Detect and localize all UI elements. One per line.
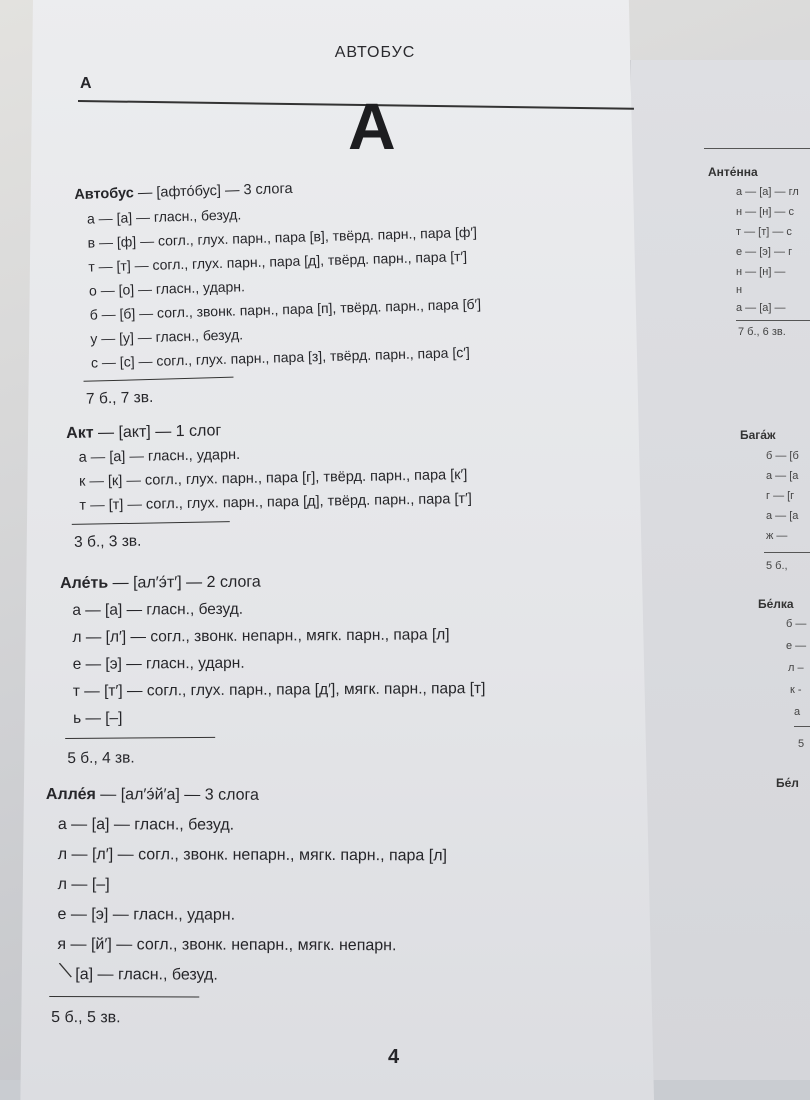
right-letter-line: е — (786, 640, 807, 652)
big-section-letter: А (348, 89, 396, 163)
entry-word: Автобус (74, 185, 135, 203)
summary-rule (49, 996, 199, 998)
right-letter-line: н — [н] — (736, 266, 786, 278)
branch-stroke-icon (57, 960, 75, 990)
summary-rule (72, 521, 230, 525)
letter-line: у — [у] — гласн., безуд. (90, 326, 244, 347)
entry-summary: 5 б., 5 зв. (51, 1009, 121, 1027)
page-number: 4 (388, 1046, 400, 1068)
right-entry-summary: 5 б., (766, 560, 788, 572)
letter-line: я — [й′] — согл., звонк. непарн., мягк. непарн. (57, 936, 397, 955)
letter-line: в — [ф] — согл., глух. парн., пара [в], твёрд. парн., пара [ф′] (87, 223, 478, 251)
letter-line: т — [т′] — согл., глух. парн., пара [д′], мягк. парн., пара [т] (72, 680, 486, 700)
entry-summary: 5 б., 4 зв. (67, 749, 135, 767)
entry-alet (60, 567, 486, 772)
letter-line: л — [л′] — согл., звонк. непарн., мягк. парн., пара [л] (57, 846, 448, 865)
letter-line: а — [а] — гласн., безуд. (86, 206, 242, 227)
right-letter-line: а (794, 706, 801, 718)
letter-line: е — [э] — гласн., ударн. (57, 906, 236, 924)
right-entry-summary: 5 (798, 738, 805, 750)
right-entry-word: Бе́л (776, 776, 799, 790)
entry-summary: 7 б., 7 зв. (85, 388, 154, 408)
letter-line: л — [л′] — согл., звонк. непарн., мягк. парн., пара [л] (72, 626, 450, 646)
letter-line: а — [а] — гласн., безуд. (72, 600, 244, 619)
letter-line: ь — [–] (72, 709, 123, 727)
entry-transcription: — [афто́бус] — 3 слога (137, 180, 293, 202)
letter-line: б — [б] — согл., звонк. парн., пара [п], твёрд. парн., пара [б′] (89, 295, 482, 323)
right-letter-line: ж — (766, 530, 788, 542)
entry-akt (66, 415, 473, 555)
entry-transcription: — [ал′э́т′] — 2 слога (112, 573, 261, 592)
letter-line: т — [т] — согл., глух. парн., пара [д], твёрд. парн., пара [т′] (88, 248, 468, 275)
section-letter: А (80, 75, 92, 92)
right-entry-word: Бага́ж (740, 428, 776, 442)
right-page-rule (704, 148, 810, 149)
entry-head (60, 567, 485, 597)
right-letter-line: т — [т] — с (736, 226, 792, 238)
right-letter-line: а — [а (766, 470, 799, 482)
right-letter-line: л – (788, 662, 804, 674)
summary-rule (794, 726, 810, 727)
right-entry-word: Бе́лка (758, 597, 794, 611)
letter-line: т — [т] — согл., глух. парн., пара [д], твёрд. парн., пара [т′] (79, 490, 472, 514)
entry-summary: 3 б., 3 зв. (73, 532, 142, 551)
letter-line: к — [к] — согл., глух. парн., пара [г], твёрд. парн., пара [к′] (78, 467, 468, 490)
entry-head (46, 780, 447, 811)
right-entry-summary: 7 б., 6 зв. (738, 326, 786, 338)
entry-avtobus (74, 172, 484, 412)
right-letter-line: к - (790, 684, 802, 696)
entry-transcription: — [ал′э́й′а] — 3 слога (100, 786, 259, 804)
letter-line-text: [а] — гласн., безуд. (75, 966, 218, 984)
right-letter-line: б — (786, 618, 807, 630)
right-entry-word: Анте́нна (708, 165, 758, 179)
letter-line: а — [а] — гласн., безуд. (57, 816, 235, 834)
right-letter-line: б — [б (766, 450, 799, 462)
right-letter-line: а — [а (766, 510, 799, 522)
right-letter-line: н — [н] — с (736, 206, 794, 218)
entry-alleya (45, 780, 447, 1034)
right-letter-line: а — [а] — (736, 302, 786, 314)
entry-word: Алле́я (45, 785, 96, 804)
entry-word: Але́ть (60, 574, 109, 592)
running-title: АВТОБУС (334, 44, 416, 61)
right-letter-line: е — [э] — г (736, 246, 793, 258)
summary-rule (764, 552, 810, 553)
summary-rule (736, 320, 810, 321)
right-letter-line: г — [г (766, 490, 795, 502)
letter-line: а — [а] — гласн., ударн. (78, 446, 241, 466)
letter-line: л — [–] (57, 876, 110, 894)
letter-line: е — [э] — гласн., ударн. (72, 654, 245, 673)
letter-line: о — [о] — гласн., ударн. (88, 278, 246, 299)
letter-line-branch (45, 960, 446, 991)
summary-rule (65, 737, 215, 739)
right-letter-line: н (736, 284, 743, 296)
letter-line: с — [с] — согл., глух. парн., пара [з], твёрд. парн., пара [с′] (90, 344, 470, 371)
entry-transcription: — [акт] — 1 слог (97, 422, 222, 442)
summary-rule (84, 377, 234, 382)
right-letter-line: а — [а] — гл (736, 186, 799, 198)
entry-word: Акт (66, 424, 94, 442)
